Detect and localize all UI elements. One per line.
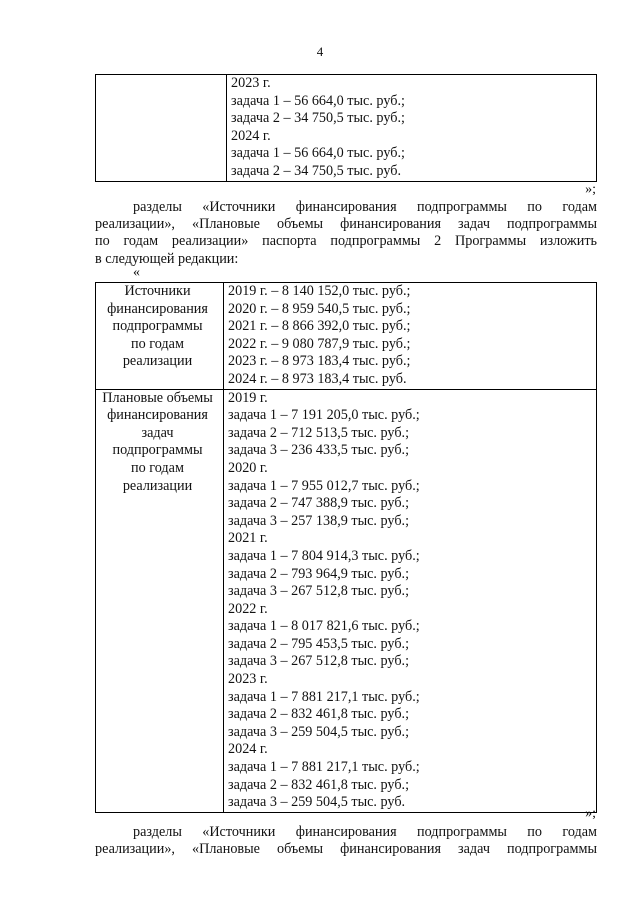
paragraph-1 — [95, 199, 597, 268]
value-line: задача 3 – 257 138,9 тыс. руб.; — [228, 512, 410, 529]
row-header-line: финансирования — [107, 407, 208, 424]
value-line: задача 2 – 795 453,5 тыс. руб.; — [228, 635, 410, 652]
row-header-line: подпрограммы — [112, 442, 203, 459]
value-line: задача 1 – 7 804 914,3 тыс. руб.; — [228, 547, 420, 564]
paragraph-2 — [95, 824, 597, 858]
paragraph-line: по годам реализации» паспорта подпрограммы 2 Программы изложить — [95, 233, 597, 250]
table1-line: задача 2 – 34 750,5 тыс. руб. — [231, 162, 402, 179]
value-line: 2019 г. – 8 140 152,0 тыс. руб.; — [228, 283, 411, 299]
row-values-sources — [224, 283, 597, 390]
value-line: задача 1 – 7 955 012,7 тыс. руб.; — [228, 477, 420, 494]
value-line: 2023 г. – 8 973 183,4 тыс. руб.; — [228, 353, 411, 370]
row-header-line: реализации — [122, 477, 193, 494]
row-header-sources — [96, 283, 224, 390]
value-line: 2022 г. — [228, 600, 268, 617]
value-line: задача 1 – 7 881 217,1 тыс. руб.; — [228, 759, 420, 776]
value-line: 2024 г. – 8 973 183,4 тыс. руб. — [228, 370, 407, 387]
value-line: 2023 г. — [228, 671, 268, 688]
table1-left-cell — [96, 75, 227, 182]
value-line: задача 2 – 747 388,9 тыс. руб.; — [228, 495, 410, 512]
page-number: 4 — [316, 44, 324, 59]
value-line: задача 2 – 712 513,5 тыс. руб.; — [228, 424, 410, 441]
row-header-line: по годам — [131, 335, 184, 352]
value-line: задача 3 – 259 504,5 тыс. руб. — [228, 794, 406, 811]
closing-quote-1: »; — [585, 182, 596, 197]
value-line: 2022 г. – 9 080 787,9 тыс. руб.; — [228, 335, 411, 352]
row-header-line: финансирования — [107, 300, 208, 317]
value-line: задача 2 – 793 964,9 тыс. руб.; — [228, 565, 410, 582]
value-line: задача 3 – 267 512,8 тыс. руб.; — [228, 583, 410, 600]
opening-quote: « — [133, 265, 140, 280]
row-header-line: по годам — [131, 459, 184, 476]
paragraph-line: в следующей редакции: — [95, 250, 239, 267]
value-line: задача 1 – 7 881 217,1 тыс. руб.; — [228, 688, 420, 705]
row-values-planned — [224, 389, 597, 812]
row-header-line: реализации — [122, 353, 193, 370]
table1-line: задача 1 – 56 664,0 тыс. руб.; — [231, 145, 405, 162]
table1-line: задача 2 – 34 750,5 тыс. руб.; — [231, 110, 405, 127]
row-header-planned — [96, 389, 224, 812]
value-line: задача 3 – 267 512,8 тыс. руб.; — [228, 653, 410, 670]
value-line: 2021 г. — [228, 530, 268, 547]
row-header-line: подпрограммы — [112, 318, 203, 335]
value-line: 2021 г. – 8 866 392,0 тыс. руб.; — [228, 318, 411, 335]
value-line: 2024 г. — [228, 741, 268, 758]
table1-line: 2023 г. — [231, 75, 271, 91]
funding-table-continued — [95, 74, 597, 182]
value-line: задача 3 – 236 433,5 тыс. руб.; — [228, 442, 410, 459]
closing-quote-2: »; — [585, 806, 596, 821]
row-header-line: Плановые объемы — [102, 389, 213, 406]
row-header-line: Источники — [124, 283, 191, 299]
table-row — [96, 283, 597, 390]
value-line: 2019 г. — [228, 389, 268, 406]
funding-table — [95, 282, 597, 813]
value-line: задача 2 – 832 461,8 тыс. руб.; — [228, 706, 410, 723]
table1-right-cell — [227, 75, 597, 182]
table1-line: задача 1 – 56 664,0 тыс. руб.; — [231, 92, 405, 109]
value-line: задача 1 – 7 191 205,0 тыс. руб.; — [228, 407, 420, 424]
paragraph-line: разделы «Источники финансирования подпрограммы по годам — [133, 824, 597, 840]
value-line: 2020 г. – 8 959 540,5 тыс. руб.; — [228, 300, 411, 317]
row-header-line: задач — [141, 424, 174, 441]
paragraph-line: реализации», «Плановые объемы финансирования задач подпрограммы — [95, 216, 597, 233]
value-line: задача 3 – 259 504,5 тыс. руб.; — [228, 723, 410, 740]
paragraph-line: реализации», «Плановые объемы финансирования задач подпрограммы — [95, 841, 597, 858]
value-line: задача 2 – 832 461,8 тыс. руб.; — [228, 776, 410, 793]
value-line: задача 1 – 8 017 821,6 тыс. руб.; — [228, 618, 420, 635]
table1-line: 2024 г. — [231, 127, 271, 144]
value-line: 2020 г. — [228, 459, 268, 476]
paragraph-line: разделы «Источники финансирования подпрограммы по годам — [133, 199, 597, 215]
table-row — [96, 389, 597, 812]
